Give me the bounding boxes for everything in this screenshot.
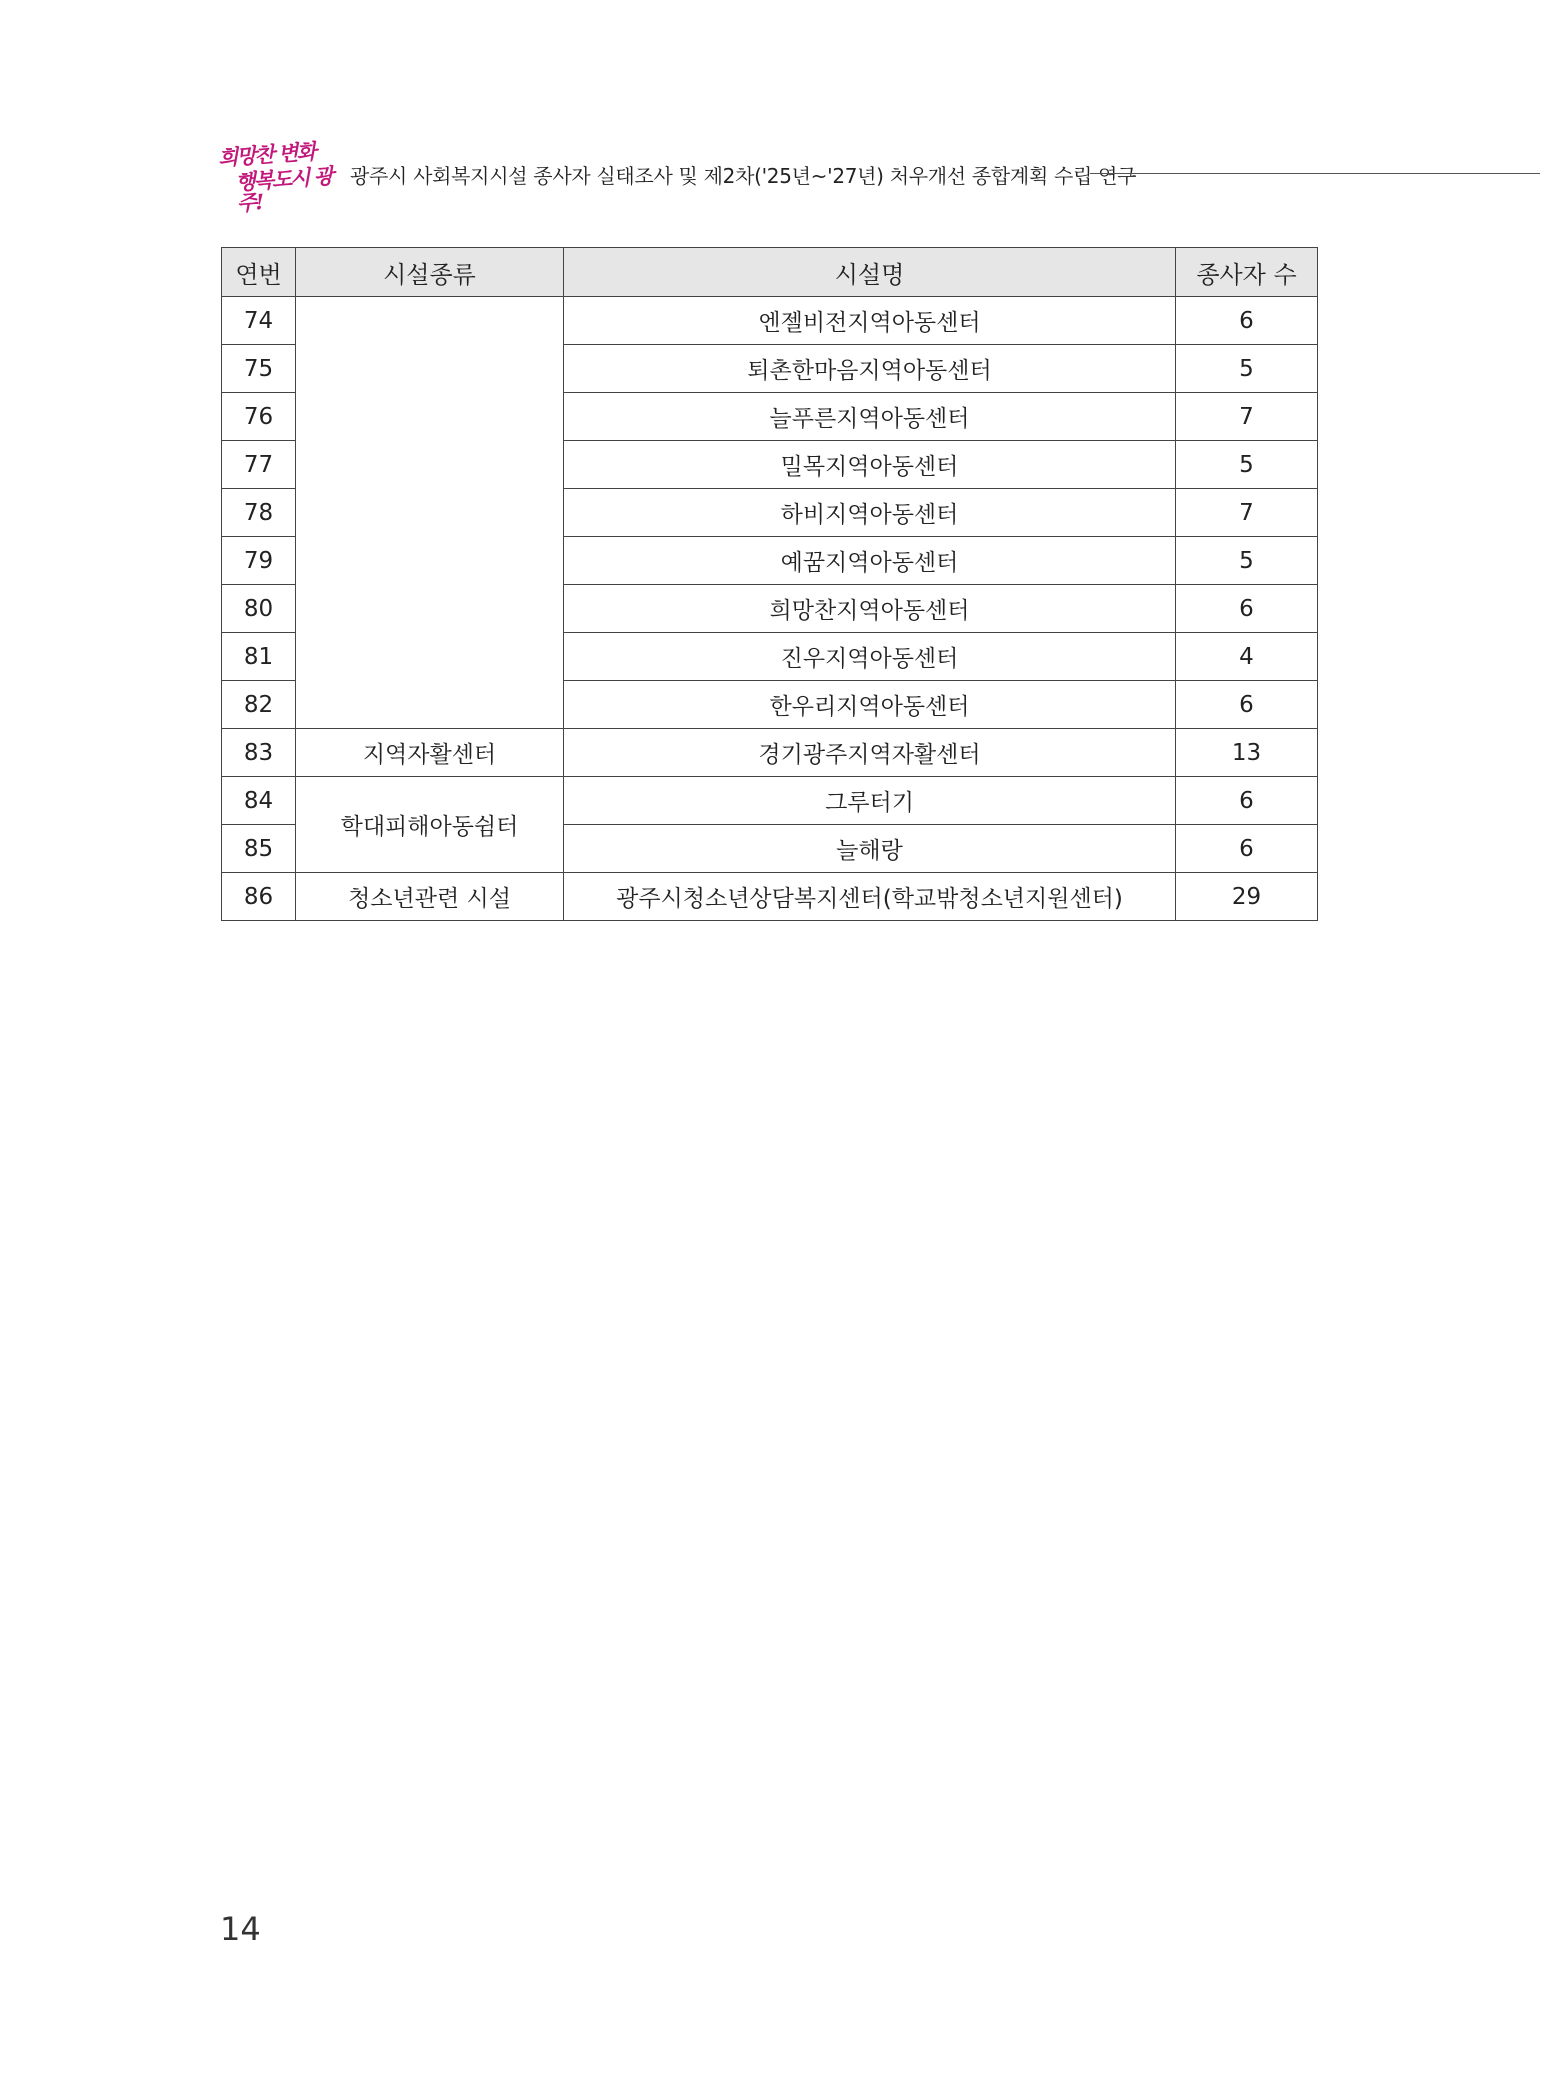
cell-staff-count: 5 [1176, 537, 1318, 585]
cell-no: 80 [222, 585, 296, 633]
facility-staff-table [221, 247, 1318, 921]
cell-facility-type: 청소년관련 시설 [296, 873, 564, 921]
cell-staff-count: 5 [1176, 345, 1318, 393]
page-header [217, 138, 1540, 216]
cell-facility-name: 경기광주지역자활센터 [564, 729, 1176, 777]
cell-facility-name: 그루터기 [564, 777, 1176, 825]
cell-facility-name: 늘푸른지역아동센터 [564, 393, 1176, 441]
cell-no: 75 [222, 345, 296, 393]
cell-facility-name: 광주시청소년상담복지센터(학교밖청소년지원센터) [564, 873, 1176, 921]
cell-facility-name: 예꿈지역아동센터 [564, 537, 1176, 585]
table-header-row [222, 248, 1318, 297]
brand-logo [217, 138, 344, 216]
cell-no: 85 [222, 825, 296, 873]
table-body [222, 297, 1318, 921]
cell-facility-name: 퇴촌한마음지역아동센터 [564, 345, 1176, 393]
cell-no: 81 [222, 633, 296, 681]
cell-staff-count: 6 [1176, 681, 1318, 729]
cell-no: 74 [222, 297, 296, 345]
cell-no: 83 [222, 729, 296, 777]
cell-staff-count: 13 [1176, 729, 1318, 777]
table-row [222, 873, 1318, 921]
table-row [222, 297, 1318, 345]
cell-no: 84 [222, 777, 296, 825]
cell-staff-count: 5 [1176, 441, 1318, 489]
page-number: 14 [220, 1910, 261, 1948]
column-header-name: 시설명 [564, 248, 1176, 297]
cell-staff-count: 6 [1176, 825, 1318, 873]
header-divider [1090, 173, 1540, 174]
table-row [222, 729, 1318, 777]
cell-staff-count: 7 [1176, 489, 1318, 537]
cell-facility-type [296, 297, 564, 729]
cell-no: 82 [222, 681, 296, 729]
table-row [222, 777, 1318, 825]
cell-no: 78 [222, 489, 296, 537]
cell-facility-name: 엔젤비전지역아동센터 [564, 297, 1176, 345]
cell-staff-count: 4 [1176, 633, 1318, 681]
cell-no: 86 [222, 873, 296, 921]
cell-facility-name: 늘해랑 [564, 825, 1176, 873]
column-header-type: 시설종류 [296, 248, 564, 297]
cell-facility-name: 밀목지역아동센터 [564, 441, 1176, 489]
cell-facility-name: 하비지역아동센터 [564, 489, 1176, 537]
column-header-staff: 종사자 수 [1176, 248, 1318, 297]
cell-staff-count: 6 [1176, 777, 1318, 825]
cell-staff-count: 29 [1176, 873, 1318, 921]
logo-line-2: 행복도시 광주! [234, 163, 333, 216]
table-header [222, 248, 1318, 297]
cell-facility-name: 한우리지역아동센터 [564, 681, 1176, 729]
cell-facility-name: 진우지역아동센터 [564, 633, 1176, 681]
cell-no: 76 [222, 393, 296, 441]
cell-no: 79 [222, 537, 296, 585]
cell-staff-count: 6 [1176, 585, 1318, 633]
cell-staff-count: 7 [1176, 393, 1318, 441]
cell-staff-count: 6 [1176, 297, 1318, 345]
cell-facility-name: 희망찬지역아동센터 [564, 585, 1176, 633]
logo-line-1: 희망찬 변화 [217, 138, 316, 171]
cell-facility-type: 학대피해아동쉼터 [296, 777, 564, 873]
cell-no: 77 [222, 441, 296, 489]
column-header-no: 연번 [222, 248, 296, 297]
running-header-title: 광주시 사회복지시설 종사자 실태조사 및 제2차('25년~'27년) 처우개선 종합계획 수립 연구 [350, 164, 1137, 188]
cell-facility-type: 지역자활센터 [296, 729, 564, 777]
